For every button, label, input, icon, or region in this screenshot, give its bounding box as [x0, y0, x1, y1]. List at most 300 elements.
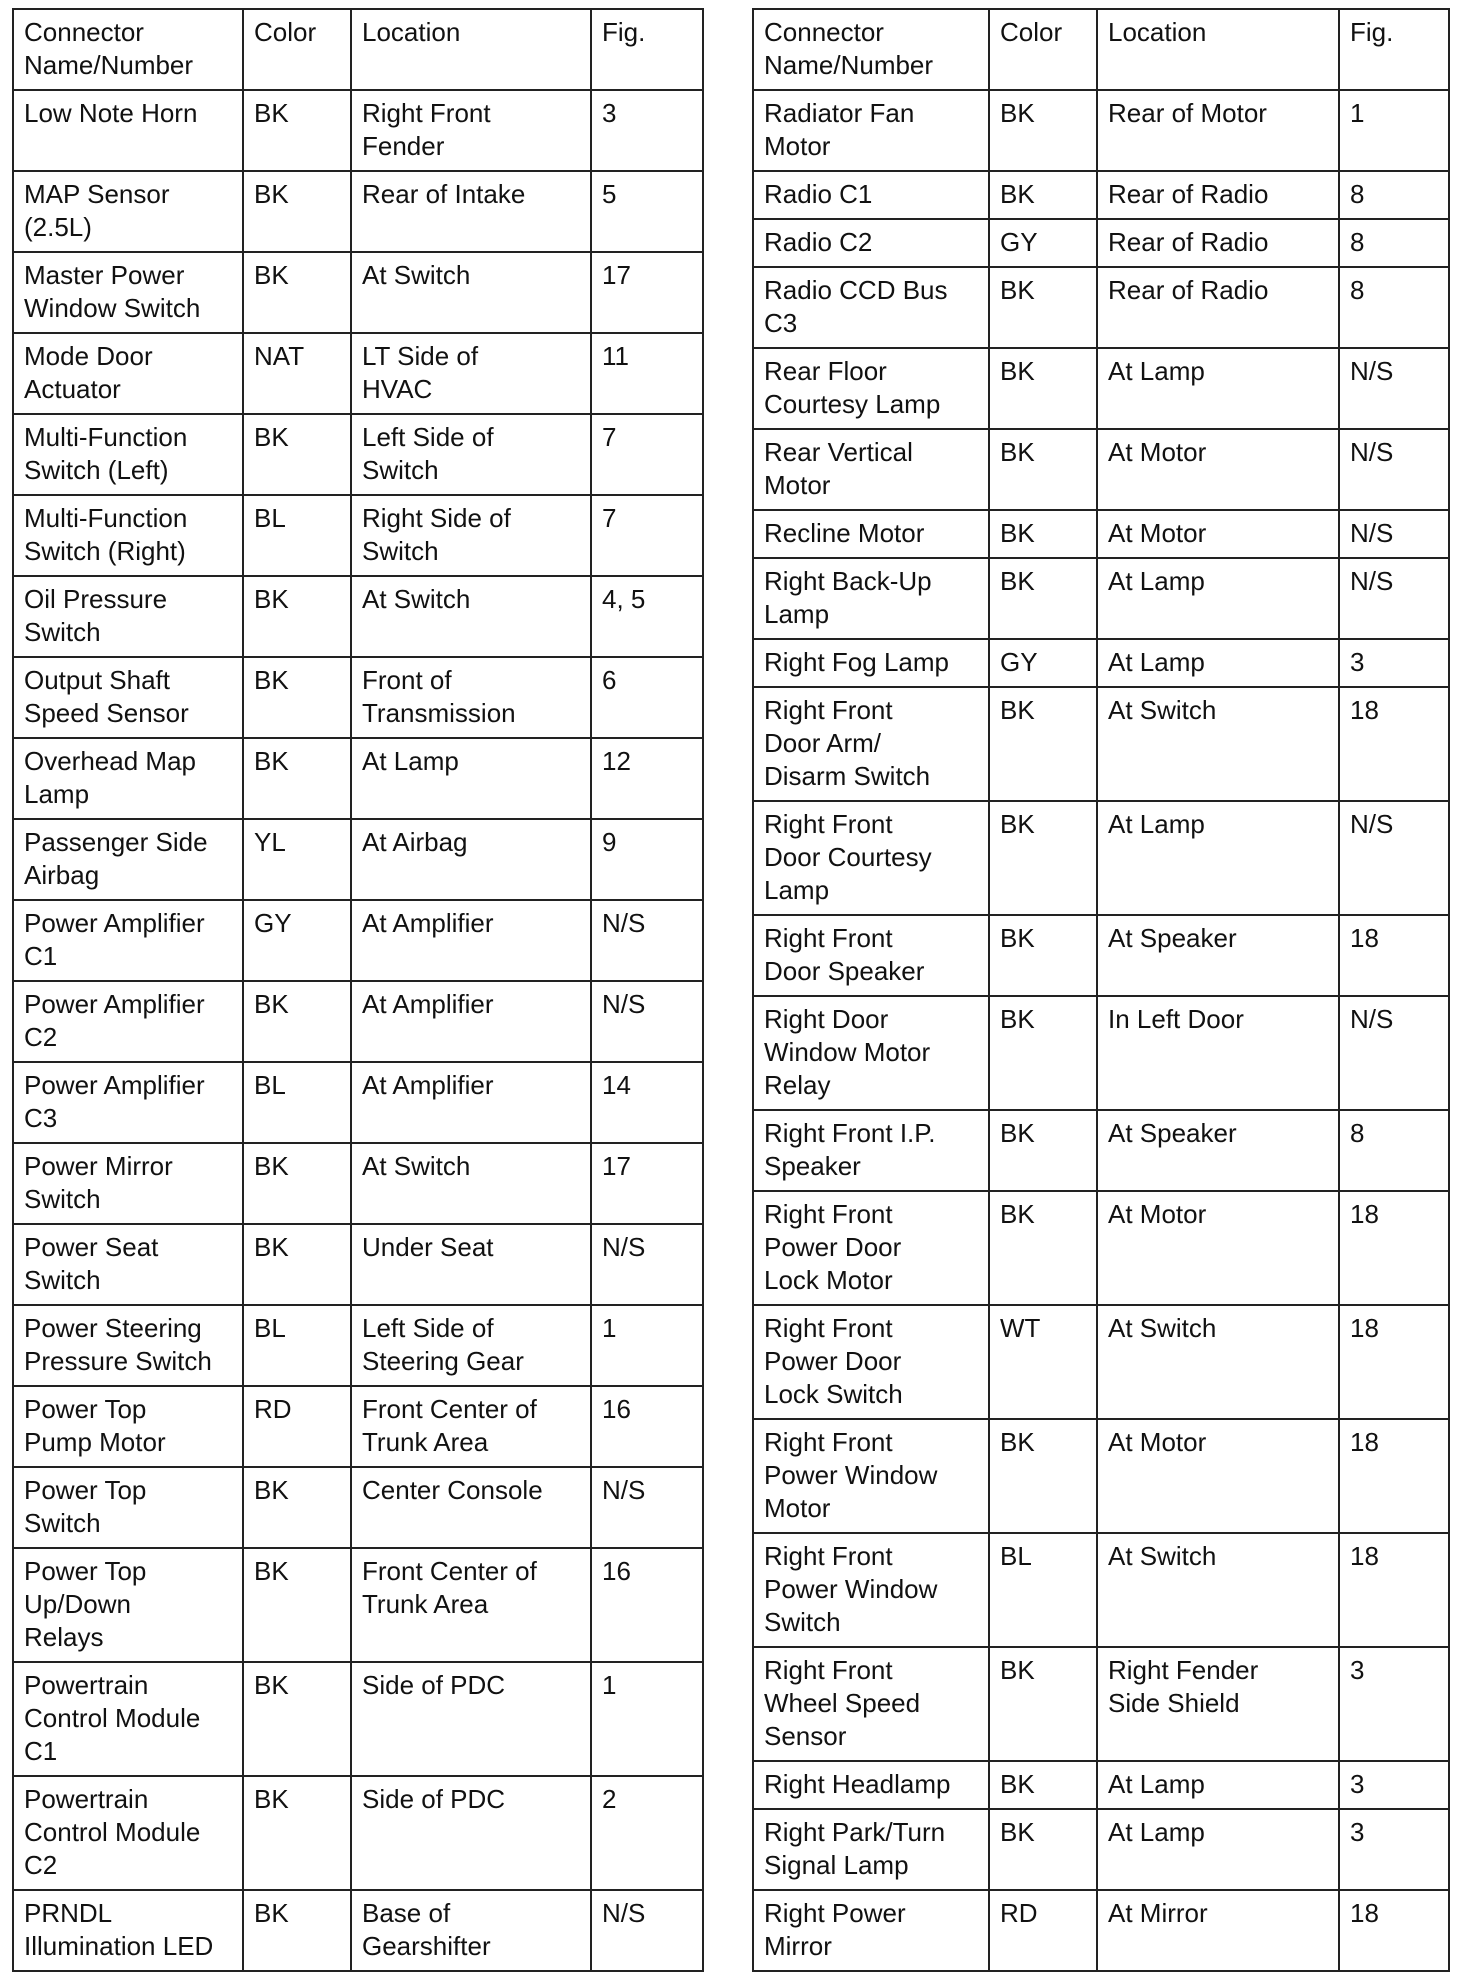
connector-name-cell-line: Power Top — [24, 1556, 147, 1586]
table-body — [753, 90, 1449, 1971]
fig-cell: 7 — [591, 414, 703, 495]
location-cell-line: Gearshifter — [362, 1931, 491, 1961]
color-cell: BK — [989, 801, 1097, 915]
connector-name-cell-line: Right Door — [764, 1004, 889, 1034]
connector-name-cell — [753, 1890, 989, 1971]
location-cell-line: At Lamp — [1108, 1769, 1205, 1799]
fig-cell: 2 — [591, 1776, 703, 1890]
connector-name-cell-line: Rear Vertical — [764, 437, 913, 467]
color-cell: BK — [243, 981, 351, 1062]
connector-name-cell-line: Sensor — [764, 1721, 847, 1751]
connector-name-cell-line: Right Back-Up — [764, 566, 932, 596]
connector-name-cell-line: Mode Door — [24, 341, 153, 371]
connector-name-cell-line: Right Front — [764, 1199, 893, 1229]
fig-cell: 1 — [591, 1662, 703, 1776]
color-cell: BK — [243, 414, 351, 495]
location-cell — [1097, 801, 1339, 915]
location-cell-line: Fender — [362, 131, 445, 161]
color-cell: GY — [243, 900, 351, 981]
location-cell — [1097, 1761, 1339, 1809]
connector-name-cell — [753, 996, 989, 1110]
connector-name-cell-line: Right Front — [764, 1655, 893, 1685]
table-row — [753, 510, 1449, 558]
connector-name-cell-line: Switch — [764, 1607, 841, 1637]
location-cell-line: Rear of Motor — [1108, 98, 1267, 128]
location-cell-line: Right Fender — [1108, 1655, 1259, 1685]
location-cell-line: At Motor — [1108, 1199, 1207, 1229]
location-cell-line: At Airbag — [362, 827, 468, 857]
header-connector-name: Connector Name/Number — [753, 9, 989, 90]
fig-cell: N/S — [1339, 348, 1449, 429]
fig-cell: N/S — [1339, 558, 1449, 639]
location-cell — [351, 171, 591, 252]
location-cell-line: At Lamp — [1108, 356, 1205, 386]
location-cell-line: Side of PDC — [362, 1784, 506, 1814]
connector-name-cell-line: Control Module — [24, 1703, 201, 1733]
color-cell: BK — [989, 90, 1097, 171]
location-cell-line: At Switch — [362, 1151, 471, 1181]
color-cell: BL — [243, 1062, 351, 1143]
connector-name-cell-line: Powertrain — [24, 1784, 149, 1814]
connector-name-cell-line: C2 — [24, 1850, 58, 1880]
table-row — [13, 1305, 703, 1386]
location-cell-line: At Lamp — [1108, 647, 1205, 677]
connector-name-cell-line: Lock Switch — [764, 1379, 903, 1409]
location-cell — [1097, 429, 1339, 510]
connector-name-cell-line: Power Door — [764, 1232, 902, 1262]
location-cell — [1097, 1305, 1339, 1419]
table-row — [13, 1062, 703, 1143]
fig-cell: N/S — [1339, 429, 1449, 510]
color-cell: BK — [989, 996, 1097, 1110]
location-cell — [351, 495, 591, 576]
table-row — [753, 1809, 1449, 1890]
connector-name-cell-line: Switch (Right) — [24, 536, 186, 566]
location-cell — [1097, 219, 1339, 267]
connector-name-cell-line: Window Motor — [764, 1037, 931, 1067]
connector-name-cell — [13, 738, 243, 819]
table-header — [753, 9, 1449, 90]
color-cell: BL — [243, 495, 351, 576]
connector-name-cell — [13, 1062, 243, 1143]
fig-cell: 18 — [1339, 1419, 1449, 1533]
connector-name-cell-line: Switch (Left) — [24, 455, 169, 485]
fig-cell: N/S — [591, 981, 703, 1062]
color-cell: RD — [989, 1890, 1097, 1971]
header-row — [753, 9, 1449, 90]
table-row — [13, 576, 703, 657]
header-color: Color — [243, 9, 351, 90]
color-cell: BK — [989, 915, 1097, 996]
location-cell — [1097, 915, 1339, 996]
connector-name-cell-line: Low Note Horn — [24, 98, 198, 128]
connector-name-cell-line: Speed Sensor — [24, 698, 189, 728]
connector-name-cell-line: Switch — [24, 1184, 101, 1214]
table-row — [13, 981, 703, 1062]
location-cell-line: LT Side of — [362, 341, 479, 371]
connector-name-cell-line: Lamp — [764, 599, 830, 629]
connector-name-cell — [753, 429, 989, 510]
connector-name-cell — [753, 1809, 989, 1890]
location-cell — [1097, 558, 1339, 639]
header-row — [13, 9, 703, 90]
connector-name-cell-line: Right Park/Turn — [764, 1817, 946, 1847]
connector-name-cell-line: Right Front — [764, 1427, 893, 1457]
location-cell — [351, 1662, 591, 1776]
fig-cell: 18 — [1339, 915, 1449, 996]
connector-name-cell — [13, 90, 243, 171]
connector-name-cell-line: Power Steering — [24, 1313, 202, 1343]
table-row — [13, 738, 703, 819]
connector-name-cell-line: Power Top — [24, 1475, 147, 1505]
fig-cell: N/S — [591, 900, 703, 981]
location-cell-line: In Left Door — [1108, 1004, 1244, 1034]
table-row — [13, 657, 703, 738]
location-cell — [1097, 171, 1339, 219]
table-row — [13, 819, 703, 900]
table-row — [13, 414, 703, 495]
table-row — [753, 1419, 1449, 1533]
connector-name-cell — [753, 915, 989, 996]
table-row — [13, 252, 703, 333]
connector-name-cell-line: Mirror — [764, 1931, 832, 1961]
table-row — [753, 996, 1449, 1110]
table-row — [753, 1533, 1449, 1647]
connector-name-cell-line: Lock Motor — [764, 1265, 893, 1295]
connector-name-cell-line: Switch — [24, 617, 101, 647]
connector-name-cell-line: Power Mirror — [24, 1151, 173, 1181]
connector-name-cell — [13, 252, 243, 333]
location-cell-line: At Switch — [1108, 695, 1217, 725]
table-row — [753, 267, 1449, 348]
location-cell — [351, 1386, 591, 1467]
connector-name-cell-line: Power Seat — [24, 1232, 159, 1262]
location-cell-line: At Amplifier — [362, 908, 494, 938]
connector-name-cell-line: C1 — [24, 941, 58, 971]
location-cell-line: Steering Gear — [362, 1346, 524, 1376]
table-row — [753, 1110, 1449, 1191]
connector-name-cell-line: Pump Motor — [24, 1427, 166, 1457]
location-cell-line: At Switch — [362, 584, 471, 614]
connector-name-cell — [753, 90, 989, 171]
connector-name-cell-line: Power Amplifier — [24, 908, 205, 938]
fig-cell: 6 — [591, 657, 703, 738]
fig-cell: 16 — [591, 1386, 703, 1467]
connector-name-cell-line: Overhead Map — [24, 746, 196, 776]
color-cell: BK — [243, 1224, 351, 1305]
location-cell — [1097, 267, 1339, 348]
connector-name-cell — [753, 1419, 989, 1533]
location-cell-line: At Switch — [1108, 1313, 1217, 1343]
fig-cell: 3 — [591, 90, 703, 171]
connector-name-cell-line: Courtesy Lamp — [764, 389, 941, 419]
location-cell-line: At Switch — [1108, 1541, 1217, 1571]
fig-cell: N/S — [591, 1224, 703, 1305]
location-cell-line: At Motor — [1108, 437, 1207, 467]
connector-name-cell — [13, 1467, 243, 1548]
fig-cell: 8 — [1339, 219, 1449, 267]
color-cell: BK — [989, 1647, 1097, 1761]
connector-name-cell-line: Pressure Switch — [24, 1346, 212, 1376]
table-row — [13, 1548, 703, 1662]
connector-name-cell-line: Right Power — [764, 1898, 906, 1928]
color-cell: BK — [989, 1191, 1097, 1305]
table-row — [13, 1467, 703, 1548]
fig-cell: 7 — [591, 495, 703, 576]
connector-name-cell-line: Output Shaft — [24, 665, 170, 695]
location-cell-line: Front of — [362, 665, 452, 695]
location-cell-line: Side Shield — [1108, 1688, 1240, 1718]
fig-cell: 3 — [1339, 1647, 1449, 1761]
location-cell — [1097, 348, 1339, 429]
location-cell-line: Rear of Radio — [1108, 227, 1269, 257]
connector-name-cell-line: Master Power — [24, 260, 185, 290]
location-cell-line: At Speaker — [1108, 1118, 1237, 1148]
connector-name-cell-line: Right Front — [764, 1541, 893, 1571]
connector-name-cell-line: Power Amplifier — [24, 989, 205, 1019]
location-cell-line: Base of — [362, 1898, 451, 1928]
connector-name-cell-line: Right Front — [764, 1313, 893, 1343]
connector-name-cell — [13, 1386, 243, 1467]
connector-name-cell-line: Passenger Side — [24, 827, 208, 857]
table-row — [753, 558, 1449, 639]
connector-name-cell-line: Window Switch — [24, 293, 201, 323]
fig-cell: 1 — [591, 1305, 703, 1386]
location-cell-line: At Lamp — [1108, 566, 1205, 596]
connector-name-cell — [13, 1224, 243, 1305]
fig-cell: 18 — [1339, 1533, 1449, 1647]
connector-name-cell-line: Right Front I.P. — [764, 1118, 936, 1148]
location-cell-line: At Motor — [1108, 1427, 1207, 1457]
location-cell — [1097, 1110, 1339, 1191]
table-row — [13, 1224, 703, 1305]
location-cell-line: Side of PDC — [362, 1670, 506, 1700]
fig-cell: 3 — [1339, 1809, 1449, 1890]
connector-name-cell — [753, 1110, 989, 1191]
location-cell — [351, 1143, 591, 1224]
location-cell — [351, 981, 591, 1062]
location-cell-line: At Mirror — [1108, 1898, 1208, 1928]
connector-name-cell — [753, 687, 989, 801]
connector-name-cell-line: Right Front — [764, 695, 893, 725]
connector-name-cell-line: Motor — [764, 470, 831, 500]
connector-name-cell — [753, 1761, 989, 1809]
connector-name-cell-line: Radio C2 — [764, 227, 873, 257]
connector-name-cell-line: Switch — [24, 1508, 101, 1538]
location-cell — [351, 1776, 591, 1890]
header-connector-name: Connector Name/Number — [13, 9, 243, 90]
color-cell: BK — [243, 252, 351, 333]
connector-name-cell-line: Right Headlamp — [764, 1769, 951, 1799]
fig-cell: 16 — [591, 1548, 703, 1662]
header-color: Color — [989, 9, 1097, 90]
connector-name-cell — [753, 267, 989, 348]
fig-cell: 18 — [1339, 1191, 1449, 1305]
color-cell: BL — [989, 1533, 1097, 1647]
color-cell: BK — [243, 1467, 351, 1548]
location-cell — [351, 576, 591, 657]
location-cell — [1097, 687, 1339, 801]
table-row — [753, 348, 1449, 429]
location-cell-line: Rear of Radio — [1108, 275, 1269, 305]
table-row — [753, 219, 1449, 267]
connector-name-cell-line: Recline Motor — [764, 518, 925, 548]
location-cell — [1097, 1191, 1339, 1305]
connector-name-cell-line: Door Speaker — [764, 956, 925, 986]
location-cell — [351, 252, 591, 333]
connector-name-cell-line: Radiator Fan — [764, 98, 915, 128]
connector-name-cell-line: Actuator — [24, 374, 121, 404]
connector-name-cell-line: Lamp — [764, 875, 830, 905]
connector-name-cell — [13, 1143, 243, 1224]
connector-name-cell-line: Multi-Function — [24, 422, 188, 452]
location-cell-line: Switch — [362, 536, 439, 566]
color-cell: BK — [989, 267, 1097, 348]
location-cell — [351, 1305, 591, 1386]
color-cell: BK — [243, 576, 351, 657]
connector-name-cell-line: Motor — [764, 1493, 831, 1523]
color-cell: BK — [989, 1419, 1097, 1533]
location-cell-line: Trunk Area — [362, 1427, 489, 1457]
fig-cell: N/S — [591, 1890, 703, 1971]
table-row — [13, 333, 703, 414]
fig-cell: 3 — [1339, 639, 1449, 687]
connector-name-cell-line: C3 — [764, 308, 798, 338]
color-cell: BK — [243, 1890, 351, 1971]
fig-cell: 4, 5 — [591, 576, 703, 657]
color-cell: BK — [989, 1761, 1097, 1809]
connector-name-cell — [753, 801, 989, 915]
connector-name-cell-line: Lamp — [24, 779, 90, 809]
connector-name-cell-line: MAP Sensor — [24, 179, 170, 209]
location-cell-line: Rear of Intake — [362, 179, 526, 209]
color-cell: BL — [243, 1305, 351, 1386]
location-cell-line: Left Side of — [362, 422, 494, 452]
connector-table-left — [12, 8, 704, 1972]
connector-name-cell-line: Signal Lamp — [764, 1850, 909, 1880]
connector-name-cell-line: Motor — [764, 131, 831, 161]
location-cell — [351, 738, 591, 819]
header-location: Location — [1097, 9, 1339, 90]
color-cell: BK — [243, 1776, 351, 1890]
connector-name-cell — [13, 981, 243, 1062]
location-cell-line: At Lamp — [362, 746, 459, 776]
color-cell: BK — [989, 348, 1097, 429]
connector-name-cell-line: Right Front — [764, 923, 893, 953]
table-row — [753, 915, 1449, 996]
table-header — [13, 9, 703, 90]
location-cell — [351, 1062, 591, 1143]
connector-name-cell-line: Right Fog Lamp — [764, 647, 949, 677]
connector-name-cell-line: Power Window — [764, 1460, 938, 1490]
color-cell: BK — [989, 1809, 1097, 1890]
connector-name-cell-line: Speaker — [764, 1151, 861, 1181]
table-row — [753, 1305, 1449, 1419]
fig-cell: 18 — [1339, 1305, 1449, 1419]
color-cell: GY — [989, 639, 1097, 687]
fig-cell: 5 — [591, 171, 703, 252]
location-cell-line: At Speaker — [1108, 923, 1237, 953]
table-row — [753, 1191, 1449, 1305]
header-fig: Fig. — [1339, 9, 1449, 90]
connector-name-cell-line: PRNDL — [24, 1898, 113, 1928]
table-row — [13, 1776, 703, 1890]
connector-name-cell-line: Radio C1 — [764, 179, 873, 209]
connector-name-cell — [13, 1305, 243, 1386]
location-cell — [1097, 1890, 1339, 1971]
header-fig: Fig. — [591, 9, 703, 90]
color-cell: WT — [989, 1305, 1097, 1419]
connector-name-cell-line: Power Amplifier — [24, 1070, 205, 1100]
connector-name-cell — [753, 348, 989, 429]
location-cell-line: Switch — [362, 455, 439, 485]
table-row — [753, 1647, 1449, 1761]
location-cell-line: At Lamp — [1108, 809, 1205, 839]
connector-name-cell-line: (2.5L) — [24, 212, 92, 242]
location-cell — [351, 900, 591, 981]
connector-table-right — [752, 8, 1450, 1972]
connector-name-cell — [13, 819, 243, 900]
fig-cell: N/S — [1339, 996, 1449, 1110]
color-cell: BK — [243, 1143, 351, 1224]
connector-name-cell — [753, 510, 989, 558]
location-cell — [351, 1224, 591, 1305]
table-row — [753, 429, 1449, 510]
fig-cell: 3 — [1339, 1761, 1449, 1809]
location-cell — [351, 1467, 591, 1548]
location-cell — [351, 819, 591, 900]
table-row — [753, 1890, 1449, 1971]
connector-name-cell-line: Switch — [24, 1265, 101, 1295]
color-cell: BK — [989, 558, 1097, 639]
fig-cell: 17 — [591, 252, 703, 333]
location-cell-line: Front Center of — [362, 1394, 537, 1424]
location-cell-line: Under Seat — [362, 1232, 494, 1262]
location-cell-line: HVAC — [362, 374, 433, 404]
table-row — [13, 1143, 703, 1224]
location-cell — [351, 657, 591, 738]
location-cell-line: Transmission — [362, 698, 516, 728]
location-cell — [1097, 1809, 1339, 1890]
location-cell — [351, 414, 591, 495]
location-cell — [1097, 1647, 1339, 1761]
connector-name-cell-line: Power Top — [24, 1394, 147, 1424]
connector-name-cell — [13, 1548, 243, 1662]
connector-name-cell-line: Relays — [24, 1622, 104, 1652]
table-row — [13, 1662, 703, 1776]
table-row — [13, 171, 703, 252]
color-cell: BK — [243, 657, 351, 738]
fig-cell: 12 — [591, 738, 703, 819]
connector-name-cell — [753, 639, 989, 687]
table-row — [13, 900, 703, 981]
fig-cell: 9 — [591, 819, 703, 900]
location-cell-line: Rear of Radio — [1108, 179, 1269, 209]
table-row — [13, 90, 703, 171]
connector-name-cell-line: C1 — [24, 1736, 58, 1766]
connector-name-cell — [753, 1533, 989, 1647]
fig-cell: 8 — [1339, 171, 1449, 219]
table-row — [753, 171, 1449, 219]
connector-name-cell-line: Powertrain — [24, 1670, 149, 1700]
location-cell-line: At Amplifier — [362, 1070, 494, 1100]
location-cell-line: At Lamp — [1108, 1817, 1205, 1847]
table-body — [13, 90, 703, 1971]
connector-name-cell-line: Right Front — [764, 809, 893, 839]
fig-cell: N/S — [1339, 801, 1449, 915]
location-cell — [1097, 639, 1339, 687]
connector-name-cell-line: C3 — [24, 1103, 58, 1133]
